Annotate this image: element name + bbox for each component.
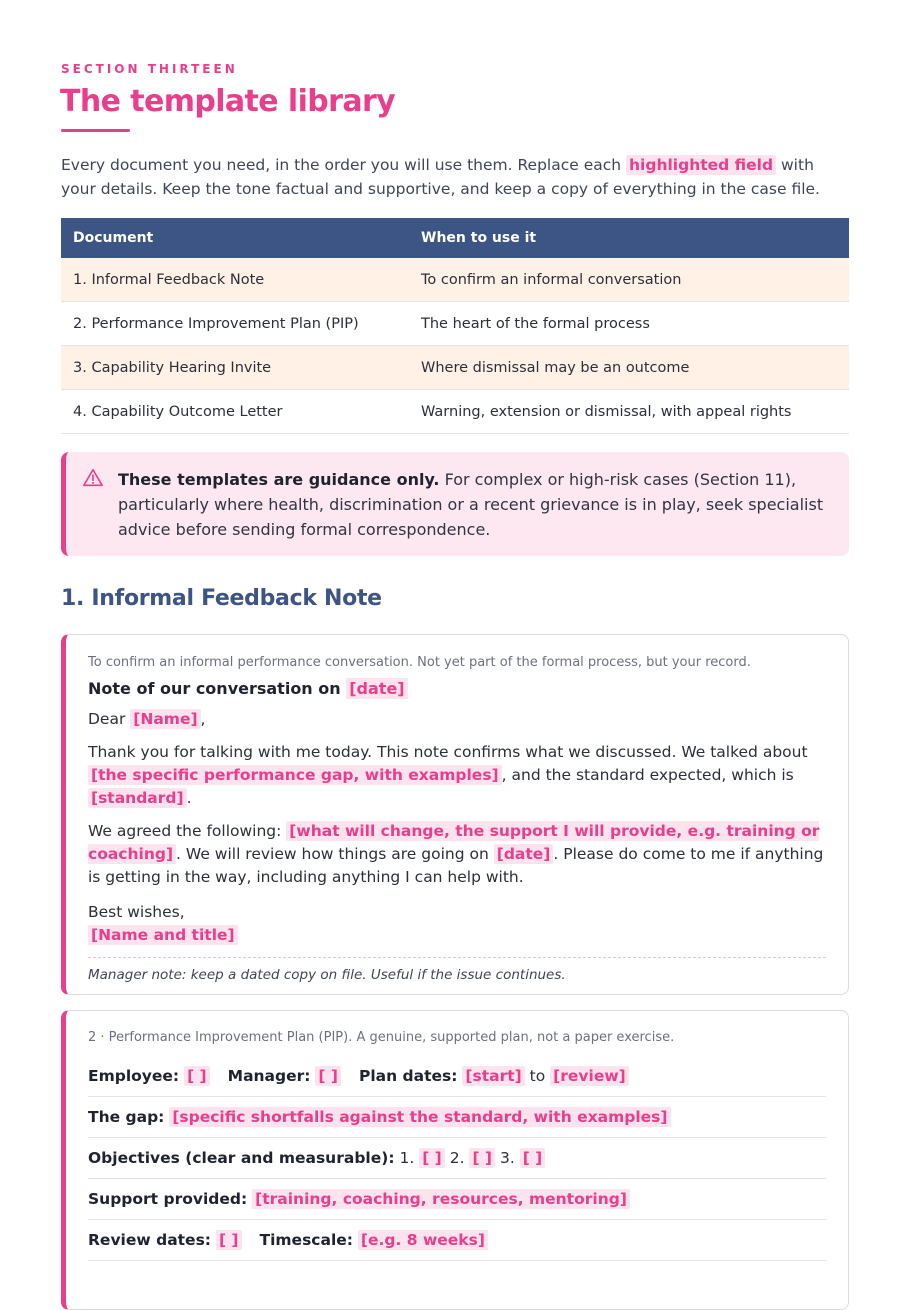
intro-text-1: Every document you need, in the order you will use them. Replace each [61,156,627,174]
callout-bold: These templates are guidance only. [118,470,440,489]
intro-highlight: highlighted field [626,155,776,175]
support-label: Support provided: [88,1190,248,1208]
table-header-document: Document [61,218,409,258]
card-caption: To confirm an informal performance conversation. Not yet part of the formal process, but your record. [88,655,751,670]
p2-text-a: We agreed the following: [88,822,287,840]
template-table [61,218,849,434]
informal-note-card [61,634,849,995]
p1-text-b: , and the standard expected, which is [501,766,794,784]
objectives-label: Objectives (clear and measurable): [88,1149,395,1167]
name-field: [Name] [130,709,200,729]
paragraph-2 [88,820,826,889]
objective-field-2: [ ] [469,1148,495,1168]
table-cell-document: 4. Capability Outcome Letter [61,390,409,434]
guidance-callout [61,452,849,556]
p2-text-c: . Please do come to me if anything is getting in the way, including anything I can help with. [88,845,824,886]
table-cell-document: 1. Informal Feedback Note [61,258,409,302]
gap-field: [specific shortfalls against the standard, with examples] [169,1107,670,1127]
pip-card [61,1010,849,1310]
note-title [88,679,826,698]
manager-note: Manager note: keep a dated copy on file. Useful if the issue continues. [88,957,826,983]
salutation [88,708,826,731]
plan-dates-label: Plan dates: [358,1067,458,1085]
review-field: [review] [550,1066,629,1086]
pip-row-people [88,1056,826,1097]
objective-number-3: 3. [499,1149,515,1167]
table-cell-when: To confirm an informal conversation [409,258,849,302]
name-title-field: [Name and title] [88,925,238,945]
agreement-field: [what will change, the support I will provide, e.g. training or coaching] [88,822,820,863]
date-field: [date] [346,678,407,699]
objective-field-1: [ ] [419,1148,445,1168]
pip-row-review [88,1220,826,1261]
intro-text-2: with your details. Keep the tone factual and supportive, and keep a copy of everything in the case file. [61,156,820,198]
table-cell-when: Warning, extension or dismissal, with appeal rights [409,390,849,434]
table-header-row [61,218,849,258]
manager-field: [ ] [315,1066,341,1086]
signoff-block [88,901,826,947]
p2-text-b: . We will review how things are going on [176,845,494,863]
callout-text: For complex or high-risk cases (Section 11), particularly where health, discrimination or a recent grievance is in play, seek specialist advice before sending formal correspondence. [118,470,824,539]
intro-paragraph [61,153,851,201]
paragraph-1 [88,741,826,810]
review-dates-field: [ ] [216,1230,242,1250]
objective-number-1: 1. [399,1149,415,1167]
standard-field: [standard] [88,788,187,808]
table-row [61,390,849,434]
review-dates-label: Review dates: [88,1231,211,1249]
signoff-field-line [88,924,826,947]
signoff-text: Best wishes, [88,903,185,921]
dear-text: Dear [88,710,126,728]
timescale-field: [e.g. 8 weeks] [358,1230,488,1250]
table-cell-when: Where dismissal may be an outcome [409,346,849,390]
warning-triangle-icon [82,467,104,489]
card-caption: 2 · Performance Improvement Plan (PIP). A genuine, supported plan, not a paper exercise. [88,1030,675,1045]
pip-row-objectives [88,1138,826,1179]
salutation-comma: , [200,710,206,728]
pip-row-support [88,1179,826,1220]
manager-label: Manager: [227,1067,311,1085]
table-row [61,258,849,302]
timescale-label: Timescale: [259,1231,353,1249]
start-field: [start] [462,1066,524,1086]
table-cell-when: The heart of the formal process [409,302,849,346]
table-row [61,346,849,390]
objective-field-3: [ ] [520,1148,546,1168]
table-cell-document: 3. Capability Hearing Invite [61,346,409,390]
table-cell-document: 2. Performance Improvement Plan (PIP) [61,302,409,346]
table-row [61,302,849,346]
p1-text-c: . [186,789,192,807]
note-title-text: Note of our conversation on [88,679,341,698]
support-field: [training, coaching, resources, mentoring] [252,1189,630,1209]
performance-gap-field: [the specific performance gap, with examples] [88,765,502,785]
page-title: The template library [60,84,396,119]
title-underline [61,129,130,132]
section-heading-informal-note: 1. Informal Feedback Note [61,586,382,611]
employee-label: Employee: [88,1067,180,1085]
table-header-when: When to use it [409,218,849,258]
objective-number-2: 2. [449,1149,465,1167]
gap-label: The gap: [88,1108,165,1126]
to-text: to [529,1067,546,1085]
p1-text-a: Thank you for talking with me today. This note confirms what we discussed. We talked about [88,743,808,761]
pip-row-gap [88,1097,826,1138]
section-eyebrow: SECTION THIRTEEN [61,62,238,76]
employee-field: [ ] [184,1066,210,1086]
review-date-field: [date] [494,844,554,864]
